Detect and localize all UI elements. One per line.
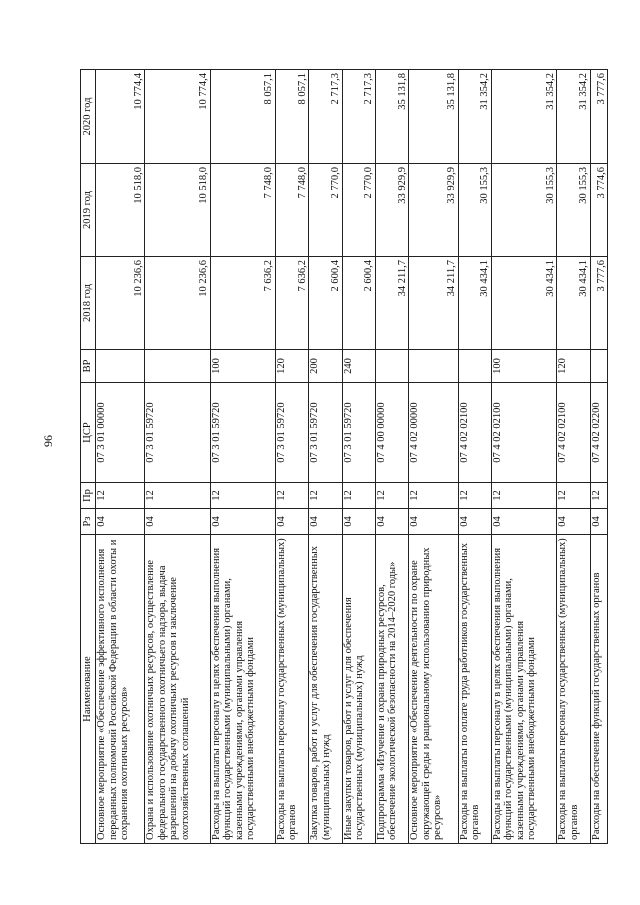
table-row — [590, 70, 607, 844]
table-row — [309, 70, 342, 844]
cell-2019: 33 929,9 — [409, 164, 458, 257]
cell-csr: 07 3 01 59720 — [275, 383, 308, 483]
cell-vr: 120 — [275, 350, 308, 383]
cell-vr — [409, 350, 458, 383]
header-2020: 2020 год — [81, 70, 96, 164]
cell-2020: 31 354,2 — [557, 70, 590, 164]
cell-2018: 2 600,4 — [342, 257, 375, 350]
cell-name: Основное мероприятие «Обеспечение эффективного исполнения переданных полномочий Российской Федерации в области охоты и сохранения охотничьих ресурсов» — [96, 535, 145, 844]
cell-name: Основное мероприятие «Обеспечение деятельности по охране окружающей среды и рациональному использованию природных ресурсов» — [409, 535, 458, 844]
cell-rz: 04 — [491, 509, 556, 535]
cell-csr: 07 3 01 59720 — [342, 383, 375, 483]
cell-csr: 07 3 01 59720 — [145, 383, 210, 483]
cell-pr: 12 — [145, 483, 210, 509]
cell-2018: 10 236,6 — [145, 257, 210, 350]
header-pr: Пр — [81, 483, 96, 509]
cell-csr: 07 4 02 02200 — [590, 383, 607, 483]
cell-rz: 04 — [275, 509, 308, 535]
cell-2019: 30 155,3 — [458, 164, 491, 257]
cell-2019: 2 770,0 — [309, 164, 342, 257]
cell-csr: 07 4 02 02100 — [491, 383, 556, 483]
cell-csr: 07 4 02 02100 — [557, 383, 590, 483]
cell-pr: 12 — [342, 483, 375, 509]
cell-rz: 04 — [210, 509, 275, 535]
cell-rz: 04 — [458, 509, 491, 535]
cell-rz: 04 — [342, 509, 375, 535]
cell-2020: 8 057,1 — [210, 70, 275, 164]
cell-vr — [458, 350, 491, 383]
cell-2020: 10 774,4 — [145, 70, 210, 164]
cell-2020: 2 717,3 — [309, 70, 342, 164]
table-row — [491, 70, 556, 844]
cell-2018: 30 434,1 — [491, 257, 556, 350]
cell-2018: 2 600,4 — [309, 257, 342, 350]
cell-pr: 12 — [275, 483, 308, 509]
table-row — [342, 70, 375, 844]
cell-vr: 240 — [342, 350, 375, 383]
cell-csr: 07 4 02 02100 — [458, 383, 491, 483]
cell-2018: 30 434,1 — [458, 257, 491, 350]
table-row — [557, 70, 590, 844]
cell-2019: 2 770,0 — [342, 164, 375, 257]
cell-2020: 8 057,1 — [275, 70, 308, 164]
cell-pr: 12 — [409, 483, 458, 509]
cell-name: Расходы на выплаты персоналу в целях обеспечения выполнения функций государственными (муниципальными) органами, казенными учреждениями, органами управления государственными внебюджетными фондами — [491, 535, 556, 844]
cell-2018: 34 211,7 — [375, 257, 408, 350]
cell-pr: 12 — [210, 483, 275, 509]
cell-2019: 7 748,0 — [210, 164, 275, 257]
cell-pr: 12 — [590, 483, 607, 509]
cell-csr: 07 3 01 59720 — [309, 383, 342, 483]
cell-2019: 30 155,3 — [491, 164, 556, 257]
cell-vr — [375, 350, 408, 383]
cell-rz: 04 — [557, 509, 590, 535]
cell-pr: 12 — [375, 483, 408, 509]
cell-vr — [96, 350, 145, 383]
cell-2019: 33 929,9 — [375, 164, 408, 257]
cell-name: Расходы на выплаты по оплате труда работников государственных органов — [458, 535, 491, 844]
table-row — [96, 70, 145, 844]
cell-2020: 35 131,8 — [409, 70, 458, 164]
cell-vr: 200 — [309, 350, 342, 383]
cell-csr: 07 4 02 00000 — [409, 383, 458, 483]
cell-vr — [590, 350, 607, 383]
cell-2018: 3 777,6 — [590, 257, 607, 350]
cell-name: Закупка товаров, работ и услуг для обеспечения государственных (муниципальных) нужд — [309, 535, 342, 844]
cell-name: Охрана и использование охотничьих ресурсов, осуществление федерального государственного охотничьего надзора, выдача разрешений на добычу охотничьих ресурсов и заключение охотхозяйственных соглашений — [145, 535, 210, 844]
page-number: 96 — [41, 435, 55, 447]
cell-csr: 07 4 00 00000 — [375, 383, 408, 483]
cell-2018: 10 236,6 — [96, 257, 145, 350]
table-row — [458, 70, 491, 844]
cell-2020: 2 717,3 — [342, 70, 375, 164]
cell-name: Расходы на выплаты персоналу в целях обеспечения выполнения функций государственными (муниципальными) органами, казенными учреждениями, органами управления государственными внебюджетными фондами — [210, 535, 275, 844]
cell-2019: 30 155,3 — [557, 164, 590, 257]
cell-vr — [145, 350, 210, 383]
rotated-table-container — [80, 70, 608, 844]
header-vr: ВР — [81, 350, 96, 383]
cell-name: Иные закупки товаров, работ и услуг для обеспечения государственных (муниципальных) нужд — [342, 535, 375, 844]
cell-rz: 04 — [96, 509, 145, 535]
table-header-row — [81, 70, 96, 844]
table-row — [210, 70, 275, 844]
cell-rz: 04 — [309, 509, 342, 535]
cell-rz: 04 — [590, 509, 607, 535]
budget-table — [80, 69, 608, 844]
cell-name: Расходы на обеспечение функций государственных органов — [590, 535, 607, 844]
cell-rz: 04 — [375, 509, 408, 535]
cell-rz: 04 — [409, 509, 458, 535]
cell-2020: 35 131,8 — [375, 70, 408, 164]
header-2019: 2019 год — [81, 164, 96, 257]
cell-2019: 3 774,6 — [590, 164, 607, 257]
cell-csr: 07 3 01 59720 — [210, 383, 275, 483]
cell-2018: 30 434,1 — [557, 257, 590, 350]
cell-vr: 100 — [210, 350, 275, 383]
cell-2020: 10 774,4 — [96, 70, 145, 164]
cell-2020: 31 354,2 — [491, 70, 556, 164]
cell-pr: 12 — [458, 483, 491, 509]
cell-pr: 12 — [557, 483, 590, 509]
cell-2018: 34 211,7 — [409, 257, 458, 350]
table-row — [375, 70, 408, 844]
cell-pr: 12 — [491, 483, 556, 509]
header-csr: ЦСР — [81, 383, 96, 483]
cell-name: Расходы на выплаты персоналу государственных (муниципальных) органов — [275, 535, 308, 844]
cell-2018: 7 636,2 — [275, 257, 308, 350]
cell-csr: 07 3 01 00000 — [96, 383, 145, 483]
cell-2019: 10 518,0 — [145, 164, 210, 257]
cell-2018: 7 636,2 — [210, 257, 275, 350]
cell-pr: 12 — [309, 483, 342, 509]
table-row — [409, 70, 458, 844]
cell-pr: 12 — [96, 483, 145, 509]
header-2018: 2018 год — [81, 257, 96, 350]
cell-name: Расходы на выплаты персоналу государственных (муниципальных) органов — [557, 535, 590, 844]
header-name: Наименование — [81, 535, 96, 844]
cell-vr: 120 — [557, 350, 590, 383]
header-rz: Рз — [81, 509, 96, 535]
cell-name: Подпрограмма «Изучение и охрана природных ресурсов, обеспечение экологической безопасности на 2014–2020 годы» — [375, 535, 408, 844]
cell-2019: 7 748,0 — [275, 164, 308, 257]
cell-2020: 31 354,2 — [458, 70, 491, 164]
table-row — [275, 70, 308, 844]
cell-rz: 04 — [145, 509, 210, 535]
cell-vr: 100 — [491, 350, 556, 383]
cell-2020: 3 777,6 — [590, 70, 607, 164]
table-row — [145, 70, 210, 844]
cell-2019: 10 518,0 — [96, 164, 145, 257]
